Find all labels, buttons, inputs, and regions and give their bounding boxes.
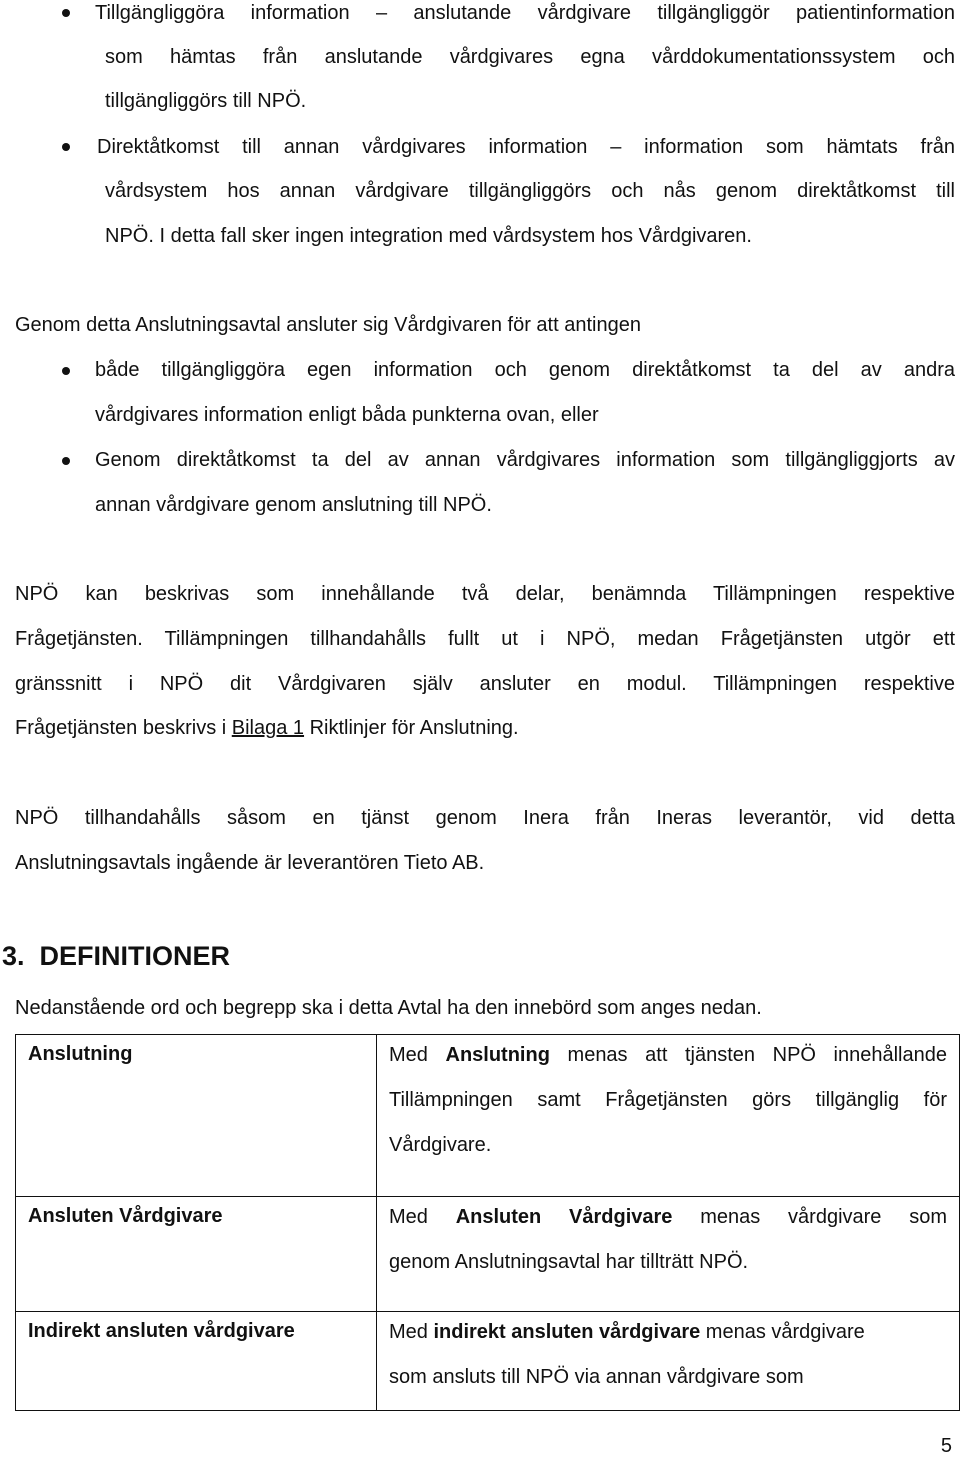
bullet-3-line-2: vårdgivares information enligt båda punkterna ovan, eller: [95, 404, 599, 426]
section-heading: [2, 940, 230, 972]
definition-line: Med Ansluten Vårdgivare menas vårdgivare som: [389, 1206, 947, 1228]
section-number: 3.: [2, 941, 25, 971]
npo-para-line-1: NPÖ kan beskrivas som innehållande två delar, benämnda Tillämpningen respektive: [15, 583, 955, 605]
bullet-4-line-1: Genom direktåtkomst ta del av annan vårdgivares information som tillgängliggjorts av: [95, 449, 955, 471]
npo-para-line-3: gränssnitt i NPÖ dit Vårdgivaren själv ansluter en modul. Tillämpningen respektive: [15, 673, 955, 695]
bilaga-link[interactable]: Bilaga 1: [231, 717, 305, 739]
definition-term: Ansluten Vårdgivare: [16, 1197, 377, 1312]
npo-para-text: Frågetjänsten beskrivs i: [15, 717, 232, 739]
table-row: [16, 1197, 960, 1312]
bullet-icon: [62, 9, 70, 17]
section-title: DEFINITIONER: [39, 941, 231, 971]
bullet-1-line-3: tillgängliggörs till NPÖ.: [105, 90, 307, 112]
bullet-icon: [62, 457, 70, 465]
definition-term: Anslutning: [16, 1035, 377, 1197]
table-row: [16, 1312, 960, 1411]
definition-term: Indirekt ansluten vårdgivare: [16, 1312, 377, 1411]
npo-para-line-4: [15, 716, 519, 740]
bullet-4-line-2: annan vårdgivare genom anslutning till NPÖ.: [95, 494, 492, 516]
definition-text: [377, 1312, 960, 1411]
page-number: 5: [940, 1435, 952, 1457]
table-row: [16, 1035, 960, 1197]
bullet-1-line-1: Tillgängliggöra information – anslutande vårdgivare tillgängliggör patientinformation: [95, 2, 955, 24]
section-intro: Nedanstående ord och begrepp ska i detta Avtal ha den innebörd som anges nedan.: [15, 997, 762, 1019]
intro-paragraph: Genom detta Anslutningsavtal ansluter sig Vårdgivaren för att antingen: [15, 314, 641, 336]
definition-line: som ansluts till NPÖ via annan vårdgivare som: [389, 1366, 804, 1388]
definition-text: [377, 1197, 960, 1312]
npo-para-text-end: Riktlinjer för Anslutning.: [304, 717, 519, 739]
npo-para-line-2: Frågetjänsten. Tillämpningen tillhandahålls fullt ut i NPÖ, medan Frågetjänsten utgör ett: [15, 628, 955, 650]
bullet-3-line-1: både tillgängliggöra egen information och genom direktåtkomst ta del av andra: [95, 359, 955, 381]
definition-line: Med Anslutning menas att tjänsten NPÖ innehållande: [389, 1044, 947, 1066]
bullet-2-line-1: Direktåtkomst till annan vårdgivares information – information som hämtats från: [97, 136, 955, 158]
tieto-para-line-2: Anslutningsavtals ingående är leverantören Tieto AB.: [15, 852, 485, 874]
definition-line: Med indirekt ansluten vårdgivare menas vårdgivare: [389, 1321, 865, 1343]
definition-line: Tillämpningen samt Frågetjänsten görs tillgänglig för: [389, 1089, 947, 1111]
definition-line: genom Anslutningsavtal har tillträtt NPÖ.: [389, 1251, 749, 1273]
bullet-2-line-2: vårdsystem hos annan vårdgivare tillgängliggörs och nås genom direktåtkomst till: [105, 180, 955, 202]
bullet-icon: [62, 143, 70, 151]
definition-text: [377, 1035, 960, 1197]
bullet-1-line-2: som hämtas från anslutande vårdgivares egna vårddokumentationssystem och: [105, 46, 955, 68]
definitions-table: [15, 1034, 960, 1411]
definition-line: Vårdgivare.: [389, 1134, 492, 1156]
bullet-2-line-3: NPÖ. I detta fall sker ingen integration med vårdsystem hos Vårdgivaren.: [105, 225, 752, 247]
bullet-icon: [62, 367, 70, 375]
tieto-para-line-1: NPÖ tillhandahålls såsom en tjänst genom Inera från Ineras leverantör, vid detta: [15, 807, 955, 829]
